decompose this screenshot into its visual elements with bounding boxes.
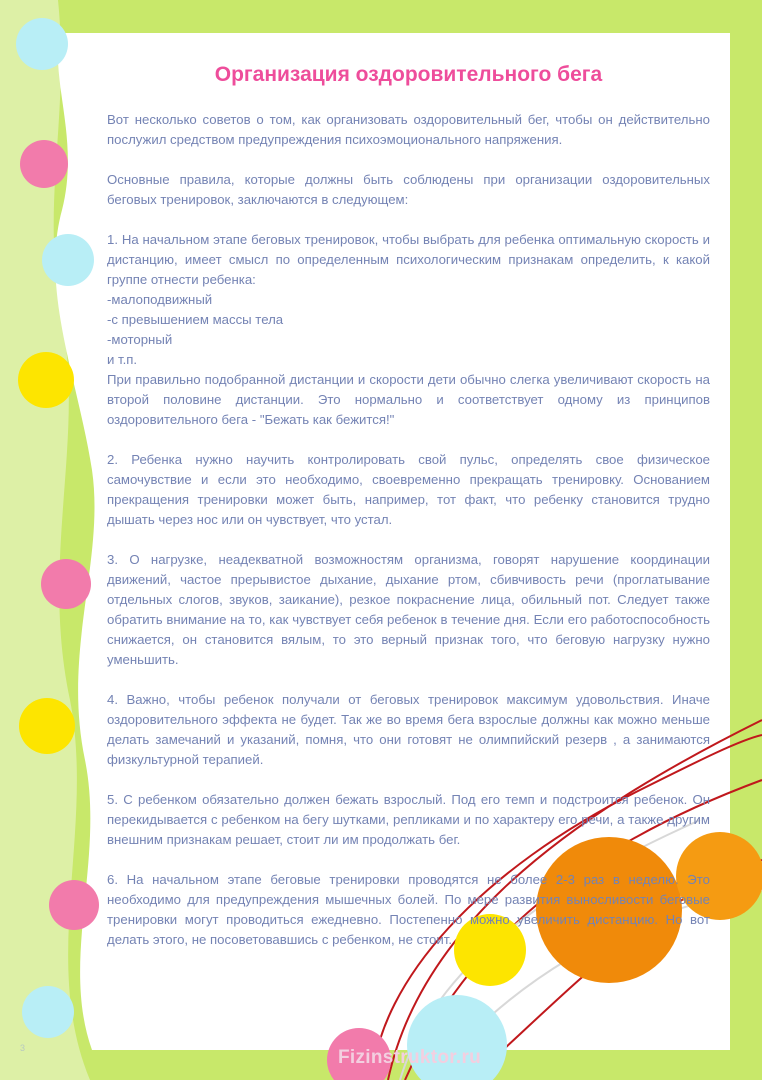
page-number: 3 <box>20 1043 26 1053</box>
paragraph: 2. Ребенка нужно научить контролировать свой пульс, определять свое физическое самочувствие и если это необходимо, своевременно прекращать тренировку. Основанием прекращения тренировки может быть, например, тот факт, что ребенку становится трудно дышать через нос или он чувствует, что устал. <box>107 452 710 527</box>
paragraph: Основные правила, которые должны быть соблюдены при организации оздоровительных беговых тренировок, заключаются в следующем: <box>107 172 710 207</box>
list-item: и т.п. <box>107 352 138 367</box>
cyan-circle <box>42 234 94 286</box>
cyan-circle <box>16 18 68 70</box>
paragraph: 5. С ребенком обязательно должен бежать взрослый. Под его темп и подстроится ребенок. Он перекидывается с ребенком на бегу шутками, репликами и по характеру его речи, а также другим внешним признакам решает, стоит ли им продолжать бег. <box>107 792 710 847</box>
document-body <box>107 60 710 950</box>
yellow-circle <box>19 698 75 754</box>
list-item: -с превышением массы тела <box>107 312 284 327</box>
page-title: Организация оздоровительного бега <box>214 63 603 86</box>
list-item: -малоподвижный <box>107 292 213 307</box>
yellow-circle <box>18 352 74 408</box>
pink-circle <box>49 880 99 930</box>
pink-circle <box>41 559 91 609</box>
paragraph: 1. На начальном этапе беговых тренировок, чтобы выбрать для ребенка оптимальную скорость и дистанцию, имеет смысл по определенным психологическим признакам определить, к какой группе отнести ребенка: <box>107 232 710 287</box>
site-watermark: Fizinstruktor.ru <box>338 1047 482 1068</box>
cyan-circle <box>22 986 74 1038</box>
paragraph: 6. На начальном этапе беговые тренировки проводятся не более 2-3 раз в неделю. Это необходимо для предупреждения мышечных болей. По мере развития выносливости беговые тренировки могут проводиться ежедневно. Постепенно можно увеличить дистанцию. Но вот делать этого, не посоветовавшись с ребенком, не стоит. <box>107 872 710 947</box>
paragraph: 4. Важно, чтобы ребенок получали от беговых тренировок максимум удовольствия. Иначе оздоровительного эффекта не будет. Так же во время бега взрослые должны как можно меньше делать замечаний и указаний, помня, что они готовят не олимпийский резерв , а занимаются физкультурной терапией. <box>107 692 710 767</box>
paragraph: При правильно подобранной дистанции и скорости дети обычно слегка увеличивают скорость на второй половине дистанции. Это нормально и соответствует одному из принципов оздоровительного бега - "Бежать как бежится!" <box>107 372 710 427</box>
paragraph: Вот несколько советов о том, как организовать оздоровительный бег, чтобы он действительно послужил средством предупреждения психоэмоционального напряжения. <box>107 112 710 147</box>
paragraph: 3. О нагрузке, неадекватной возможностям организма, говорят нарушение координации движений, частое прерывистое дыхание, дыхание ртом, сбивчивость речи (проглатывание отдельных слогов, звуков, заикание), резкое покраснение лица, обильный пот. Следует также обратить внимание на то, как чувствует себя ребенок в течение дня. Если его работоспособность снижается, он становится вялым, то это верный признак того, что беговую нагрузку нужно уменьшить. <box>107 552 710 667</box>
list-item: -моторный <box>107 332 173 347</box>
pink-circle <box>20 140 68 188</box>
